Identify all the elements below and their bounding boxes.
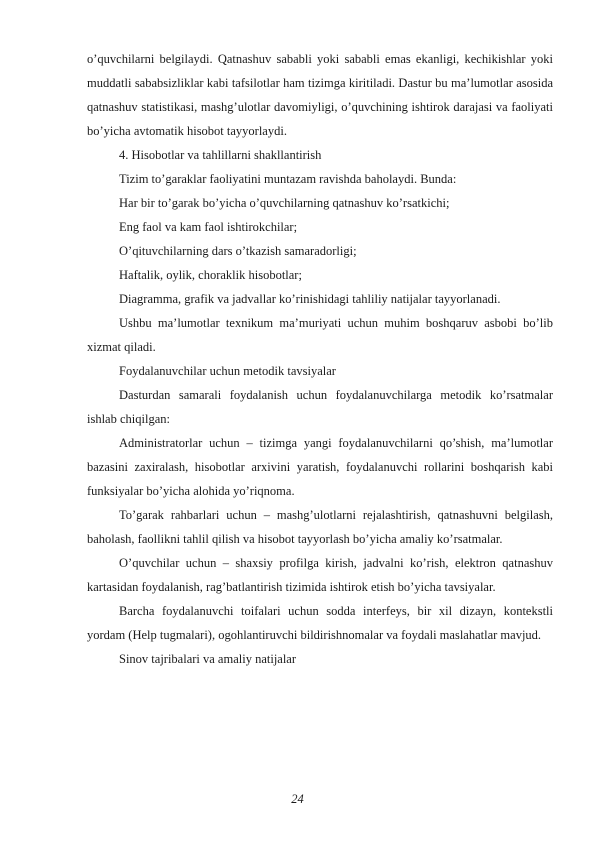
paragraph: To’garak rahbarlari uchun – mashg’ulotlarni rejalashtirish, qatnashuvni belgilash, baholash, faollikni tahlil qilish va hisobot tayyorlash bo’yicha amaliy ko’rsatmalar. xyxy=(87,508,553,546)
section-heading-recommendations: Foydalanuvchilar uchun metodik tavsiyalar xyxy=(119,364,336,378)
section-heading-reports: 4. Hisobotlar va tahlillarni shakllantirish xyxy=(119,148,322,162)
paragraph-continuation: o’quvchilarni belgilaydi. Qatnashuv sababli yoki sababli emas ekanligi, kechikishlar yoki muddatli sababsizliklar kabi tafsilotlar ham tizimga kiritiladi. Dastur bu ma’lumotlar asosida qatnashuv statistikasi, mashg’ulotlar davomiyligi, o’quvchining ishtirok darajasi va faoliyati bo’yicha avtomatik hisobot tayyorlaydi. xyxy=(87,52,553,138)
paragraph: Tizim to’garaklar faoliyatini muntazam ravishda baholaydi. Bunda: xyxy=(119,172,457,186)
page-content xyxy=(87,47,553,671)
paragraph: Administratorlar uchun – tizimga yangi foydalanuvchilarni qo’shish, ma’lumotlar bazasini zaxiralash, hisobotlar arxivini yaratish, foydalanuvchi rollarini boshqarish kabi funksiyalar bo’yicha alohida yo’riqnoma. xyxy=(87,436,553,498)
section-heading-trials: Sinov tajribalari va amaliy natijalar xyxy=(119,652,297,666)
list-item: Haftalik, oylik, choraklik hisobotlar; xyxy=(119,268,302,282)
paragraph: O’quvchilar uchun – shaxsiy profilga kirish, jadvalni ko’rish, elektron qatnashuv kartasidan foydalanish, rag’batlantirish tizimida ishtirok etish bo’yicha tavsiyalar. xyxy=(87,556,553,594)
list-item: Diagramma, grafik va jadvallar ko’rinishidagi tahliliy natijalar tayyorlanadi. xyxy=(119,292,501,306)
list-item: O’qituvchilarning dars o’tkazish samaradorligi; xyxy=(119,244,357,258)
paragraph: Ushbu ma’lumotlar texnikum ma’muriyati uchun muhim boshqaruv asbobi bo’lib xizmat qiladi. xyxy=(87,316,553,354)
list-item: Eng faol va kam faol ishtirokchilar; xyxy=(119,220,298,234)
paragraph: Barcha foydalanuvchi toifalari uchun sodda interfeys, bir xil dizayn, kontekstli yordam (Help tugmalari), ogohlantiruvchi bildirishnomalar va foydali maslahatlar mavjud. xyxy=(87,604,553,642)
page-number: 24 xyxy=(291,792,304,806)
list-item: Har bir to’garak bo’yicha o’quvchilarning qatnashuv ko’rsatkichi; xyxy=(119,196,450,210)
paragraph: Dasturdan samarali foydalanish uchun foydalanuvchilarga metodik ko’rsatmalar ishlab chiqilgan: xyxy=(87,388,553,426)
